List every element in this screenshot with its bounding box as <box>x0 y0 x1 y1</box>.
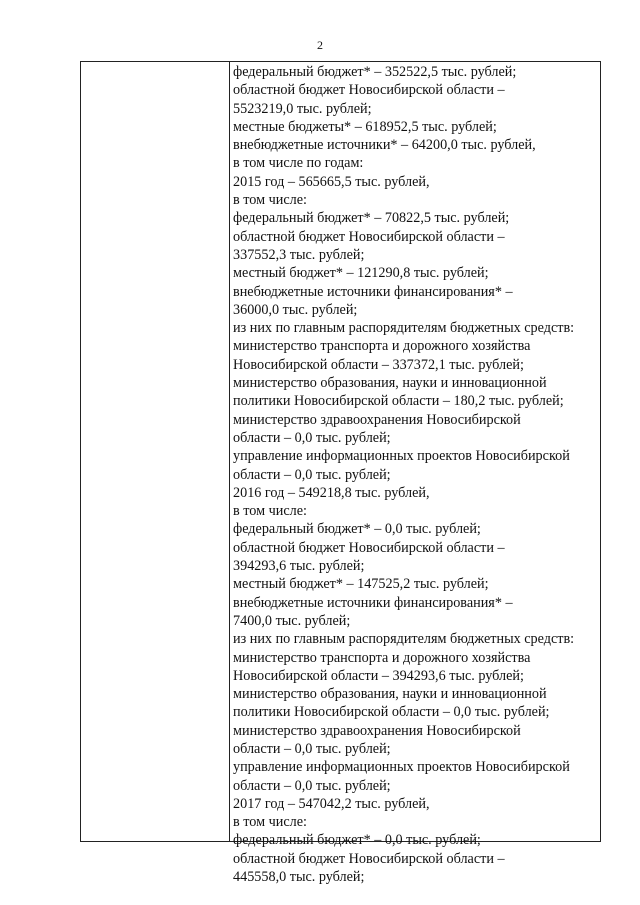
text-line: министерство транспорта и дорожного хозяйства <box>233 338 531 355</box>
text-line: управление информационных проектов Новосибирской <box>233 448 570 465</box>
text-line: 5523219,0 тыс. рублей; <box>233 100 372 117</box>
text-line: в том числе по годам: <box>233 155 364 172</box>
column-divider <box>229 62 230 841</box>
text-line: Новосибирской области – 337372,1 тыс. рублей; <box>233 356 524 373</box>
text-line: управление информационных проектов Новосибирской <box>233 759 570 776</box>
text-line: областной бюджет Новосибирской области – <box>233 850 505 867</box>
text-line: федеральный бюджет* – 70822,5 тыс. рублей; <box>233 210 510 227</box>
text-line: внебюджетные источники финансирования* – <box>233 594 513 611</box>
text-line: в том числе: <box>233 814 307 831</box>
text-line: в том числе: <box>233 503 307 520</box>
text-line: федеральный бюджет* – 352522,5 тыс. рублей; <box>233 64 517 80</box>
text-line: областной бюджет Новосибирской области – <box>233 82 505 99</box>
text-line: внебюджетные источники финансирования* – <box>233 283 513 300</box>
text-line: областной бюджет Новосибирской области – <box>233 539 505 556</box>
text-line: 36000,0 тыс. рублей; <box>233 301 358 318</box>
page-number: 2 <box>317 38 323 52</box>
text-line: министерство образования, науки и инновационной <box>233 686 547 703</box>
text-line: министерство образования, науки и инновационной <box>233 375 547 392</box>
text-line: из них по главным распорядителям бюджетных средств: <box>233 631 575 648</box>
text-line: федеральный бюджет* – 0,0 тыс. рублей; <box>233 832 481 849</box>
text-line: области – 0,0 тыс. рублей; <box>233 777 391 794</box>
text-line: 337552,3 тыс. рублей; <box>233 246 365 263</box>
text-line: 445558,0 тыс. рублей; <box>233 869 365 886</box>
text-line: 2016 год – 549218,8 тыс. рублей, <box>233 484 430 501</box>
text-line: 7400,0 тыс. рублей; <box>233 612 351 629</box>
text-line: местные бюджеты* – 618952,5 тыс. рублей; <box>233 118 497 135</box>
text-line: 2017 год – 547042,2 тыс. рублей, <box>233 795 430 812</box>
text-line: федеральный бюджет* – 0,0 тыс. рублей; <box>233 521 481 538</box>
text-line: 2015 год – 565665,5 тыс. рублей, <box>233 173 430 190</box>
text-line: областной бюджет Новосибирской области – <box>233 228 505 245</box>
text-line: Новосибирской области – 394293,6 тыс. рублей; <box>233 667 524 684</box>
text-line: из них по главным распорядителям бюджетных средств: <box>233 320 575 337</box>
text-line: области – 0,0 тыс. рублей; <box>233 429 391 446</box>
text-line: в том числе: <box>233 192 307 209</box>
text-line: области – 0,0 тыс. рублей; <box>233 740 391 757</box>
text-line: местный бюджет* – 121290,8 тыс. рублей; <box>233 265 489 282</box>
text-line: местный бюджет* – 147525,2 тыс. рублей; <box>233 576 489 593</box>
budget-table <box>80 61 601 886</box>
text-line: политики Новосибирской области – 180,2 тыс. рублей; <box>233 393 564 410</box>
financing-text-cell <box>233 63 598 886</box>
text-line: политики Новосибирской области – 0,0 тыс. рублей; <box>233 704 550 721</box>
text-line: внебюджетные источники* – 64200,0 тыс. рублей, <box>233 137 536 154</box>
text-line: министерство здравоохранения Новосибирской <box>233 411 521 428</box>
text-line: области – 0,0 тыс. рублей; <box>233 466 391 483</box>
text-line: министерство транспорта и дорожного хозяйства <box>233 649 531 666</box>
text-line: 394293,6 тыс. рублей; <box>233 558 365 575</box>
text-line: министерство здравоохранения Новосибирской <box>233 722 521 739</box>
